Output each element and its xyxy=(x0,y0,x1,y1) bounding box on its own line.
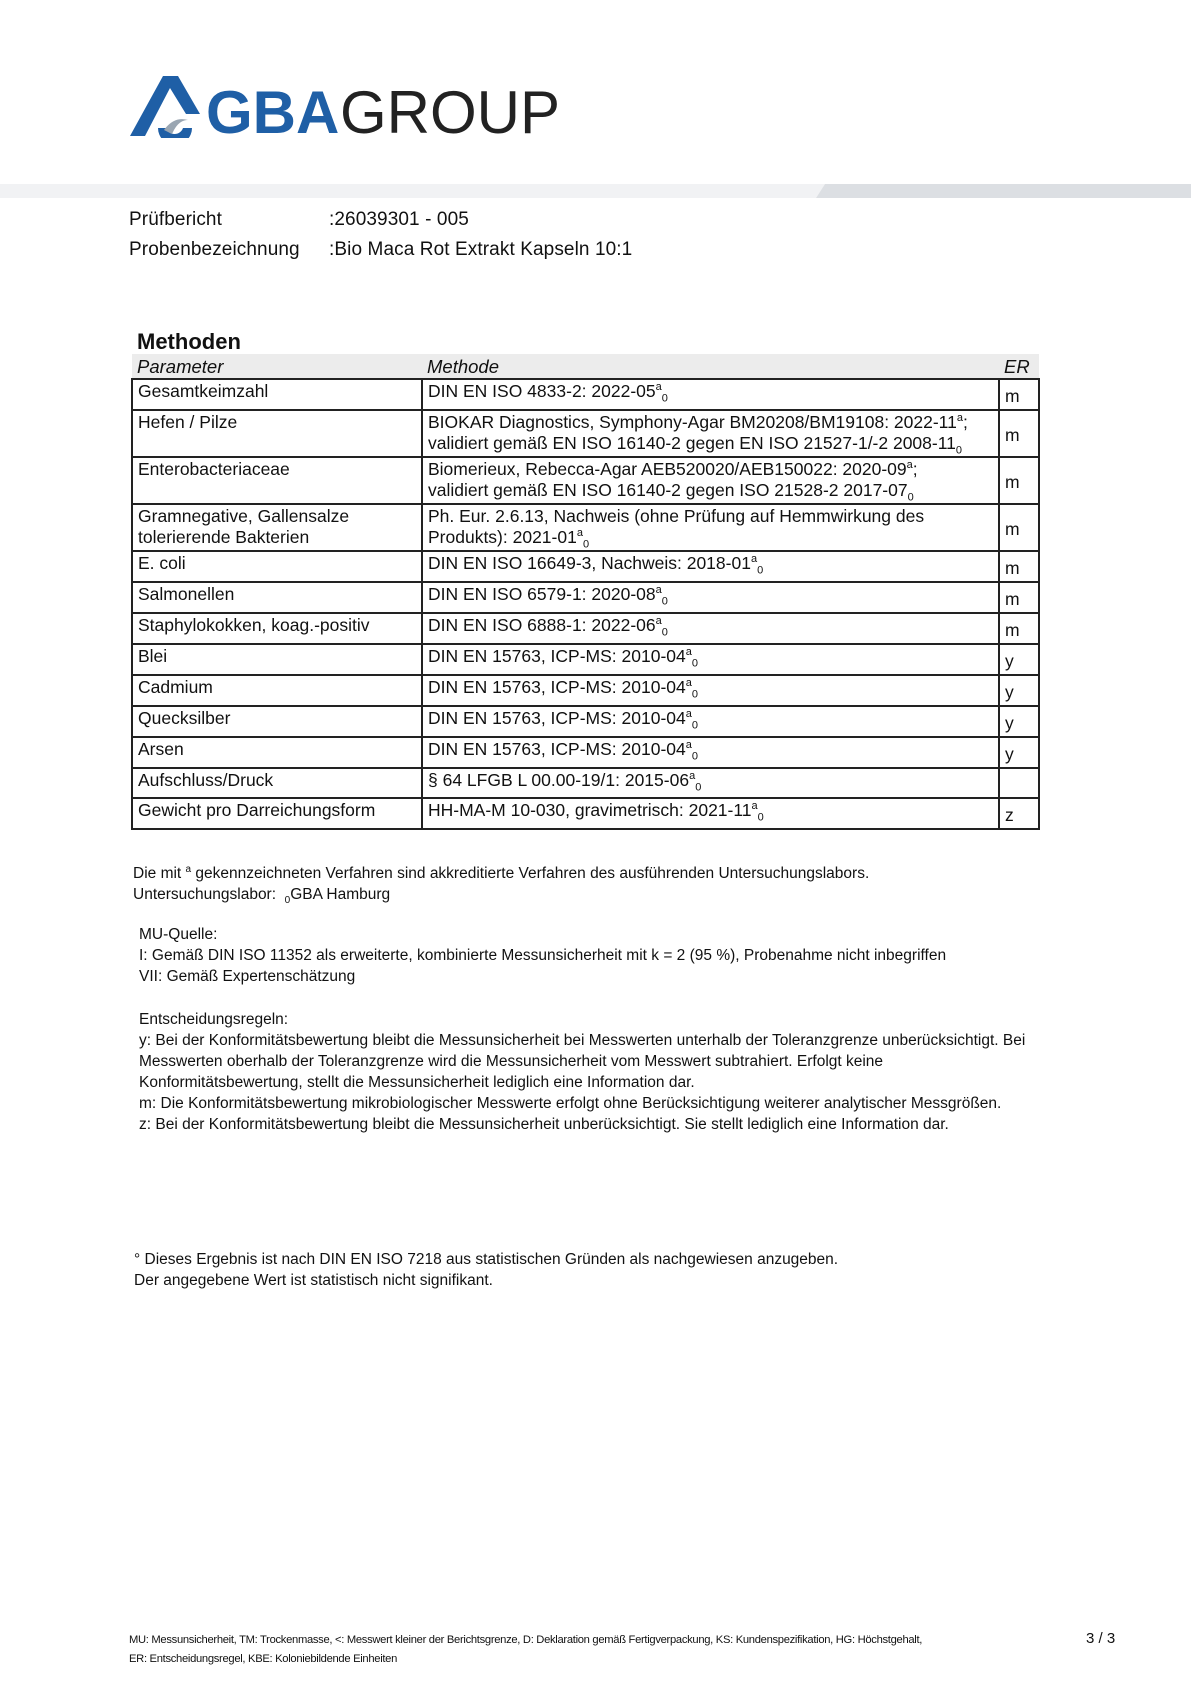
er-cell: m xyxy=(999,457,1039,504)
parameter-cell: Aufschluss/Druck xyxy=(132,768,422,798)
method-cell: DIN EN 15763, ICP-MS: $2010-04^a_0$ xyxy=(422,706,999,737)
parameter-cell: Gewicht pro Darreichungsform xyxy=(132,798,422,829)
er-cell: m xyxy=(999,582,1039,613)
brand-name-bold: GBA xyxy=(206,79,340,138)
method-cell: DIN EN ISO 6888-1: $2022-06^a_0$ xyxy=(422,613,999,644)
method-cell: BIOKAR Diagnostics, Symphony-Agar BM20208/BM19108: 2022-11$^a$; validiert gemäß EN ISO 16140-2 gegen EN ISO 21527-1/-2 $2008-11_0$ xyxy=(422,410,999,457)
method-cell: DIN EN 15763, ICP-MS: $2010-04^a_0$ xyxy=(422,737,999,768)
decision-rule-m: m: Die Konformitätsbewertung mikrobiologischer Messwerte erfolgt ohne Berücksichtigung weiterer analytischer Messgrößen. xyxy=(139,1095,1002,1112)
er-cell: m xyxy=(999,410,1039,457)
sample-name-value: :Bio Maca Rot Extrakt Kapseln 10:1 xyxy=(329,239,633,260)
footer-abbreviations: MU: Messunsicherheit, TM: Trockenmasse, <: Messwert kleiner der Berichtsgrenze, D: Deklaration gemäß Fertigverpackung, KS: Kundenspezifikation, HG: Höchstgehalt, ER: Entscheidungsregel, KBE: Koloniebildende Einheiten xyxy=(129,1634,923,1665)
header-er: ER xyxy=(999,354,1039,379)
table-row xyxy=(132,675,1039,706)
method-cell: DIN EN 15763, ICP-MS: $2010-04^a_0$ xyxy=(422,675,999,706)
table-row xyxy=(132,410,1039,457)
decision-rule-y: Messwerten oberhalb der Toleranzgrenze wird die Messunsicherheit vom Messwert subtrahiert. Erfolgt keine xyxy=(139,1053,884,1070)
method-cell: DIN EN ISO 16649-3, Nachweis: $2018-01^a_0$ xyxy=(422,551,999,582)
table-row xyxy=(132,504,1039,551)
er-cell: m xyxy=(999,379,1039,410)
method-cell: HH-MA-M 10-030, gravimetrisch: $2021-11^a_0$ xyxy=(422,798,999,829)
methods-table xyxy=(131,354,1040,830)
methods-title: Methoden xyxy=(137,329,241,354)
table-row xyxy=(132,457,1039,504)
er-cell: y xyxy=(999,644,1039,675)
table-row xyxy=(132,613,1039,644)
parameter-cell: Gesamtkeimzahl xyxy=(132,379,422,410)
er-cell: y xyxy=(999,675,1039,706)
mu-source-note xyxy=(139,924,946,987)
method-cell: § 64 LFGB L 00.00-19/1: $2015-06^a_0$ xyxy=(422,768,999,798)
page-number: 3 / 3 xyxy=(1086,1630,1116,1647)
decision-rules-title: Entscheidungsregeln: xyxy=(139,1011,289,1028)
method-cell: Biomerieux, Rebecca-Agar AEB520020/AEB150022: 2020-09$^a$; validiert gemäß EN ISO 16140-2 gegen ISO 21528-2 $2017-07_0$ xyxy=(422,457,999,504)
parameter-cell: Hefen / Pilze xyxy=(132,410,422,457)
er-cell: m xyxy=(999,613,1039,644)
parameter-cell: Salmonellen xyxy=(132,582,422,613)
table-row xyxy=(132,768,1039,798)
table-row xyxy=(132,644,1039,675)
table-row xyxy=(132,798,1039,829)
er-cell: y xyxy=(999,737,1039,768)
table-row xyxy=(132,379,1039,410)
table-row xyxy=(132,551,1039,582)
accreditation-note: Die mit $^a$ gekennzeichneten Verfahren sind akkreditierte Verfahren des ausführenden Untersuchungslabors. Untersuchungslabor: $_0$GBA Hamburg xyxy=(133,864,870,907)
mu-source-title: MU-Quelle: xyxy=(139,926,218,943)
er-cell: y xyxy=(999,706,1039,737)
report-number-value: :26039301 - 005 xyxy=(329,209,469,230)
decision-rule-y: y: Bei der Konformitätsbewertung bleibt die Messunsicherheit bei Messwerten unterhalb der Toleranzgrenze unberücksichtigt. Bei xyxy=(139,1032,1026,1049)
decision-rules-note xyxy=(139,1009,1025,1135)
method-cell: DIN EN ISO 4833-2: $2022-05^a_0$ xyxy=(422,379,999,410)
er-cell: m xyxy=(999,551,1039,582)
mu-source-item: I: Gemäß DIN ISO 11352 als erweiterte, kombinierte Messunsicherheit mit k = 2 (95 %), Probenahme nicht inbegriffen xyxy=(139,947,947,964)
decision-rule-y: Konformitätsbewertung, stellt die Messunsicherheit lediglich eine Information dar. xyxy=(139,1074,695,1091)
er-cell: m xyxy=(999,504,1039,551)
table-row xyxy=(132,582,1039,613)
method-cell: Ph. Eur. 2.6.13, Nachweis (ohne Prüfung auf Hemmwirkung des Produkts): $2021-01^a_0$ xyxy=(422,504,999,551)
gba-group-logo xyxy=(130,76,560,138)
er-cell xyxy=(999,768,1039,798)
parameter-cell: Arsen xyxy=(132,737,422,768)
triangle-logo-icon xyxy=(130,76,200,138)
decision-rule-z: z: Bei der Konformitätsbewertung bleibt die Messunsicherheit unberücksichtigt. Sie stellt lediglich eine Information dar. xyxy=(139,1116,949,1133)
parameter-cell: Enterobacteriaceae xyxy=(132,457,422,504)
method-cell: DIN EN ISO 6579-1: $2020-08^a_0$ xyxy=(422,582,999,613)
header-parameter: Parameter xyxy=(132,354,422,379)
mu-source-item: VII: Gemäß Expertenschätzung xyxy=(139,968,356,985)
parameter-cell: Quecksilber xyxy=(132,706,422,737)
brand-name-regular: GROUP xyxy=(340,79,560,138)
table-row xyxy=(132,706,1039,737)
parameter-cell: E. coli xyxy=(132,551,422,582)
header-band xyxy=(0,184,1191,198)
sample-name-label: Probenbezeichnung xyxy=(129,239,300,260)
parameter-cell: Staphylokokken, koag.-positiv xyxy=(132,613,422,644)
er-cell: z xyxy=(999,798,1039,829)
parameter-cell: Gramnegative, Gallensalze tolerierende Bakterien xyxy=(132,504,422,551)
parameter-cell: Blei xyxy=(132,644,422,675)
table-row xyxy=(132,737,1039,768)
methods-header-row xyxy=(132,354,1039,379)
header-method: Methode xyxy=(422,354,999,379)
method-cell: DIN EN 15763, ICP-MS: $2010-04^a_0$ xyxy=(422,644,999,675)
report-number-label: Prüfbericht xyxy=(129,209,222,230)
statistics-note: ° Dieses Ergebnis ist nach DIN EN ISO 7218 aus statistischen Gründen als nachgewiesen anzugeben. Der angegebene Wert ist statistisch nicht signifikant. xyxy=(134,1251,839,1289)
parameter-cell: Cadmium xyxy=(132,675,422,706)
